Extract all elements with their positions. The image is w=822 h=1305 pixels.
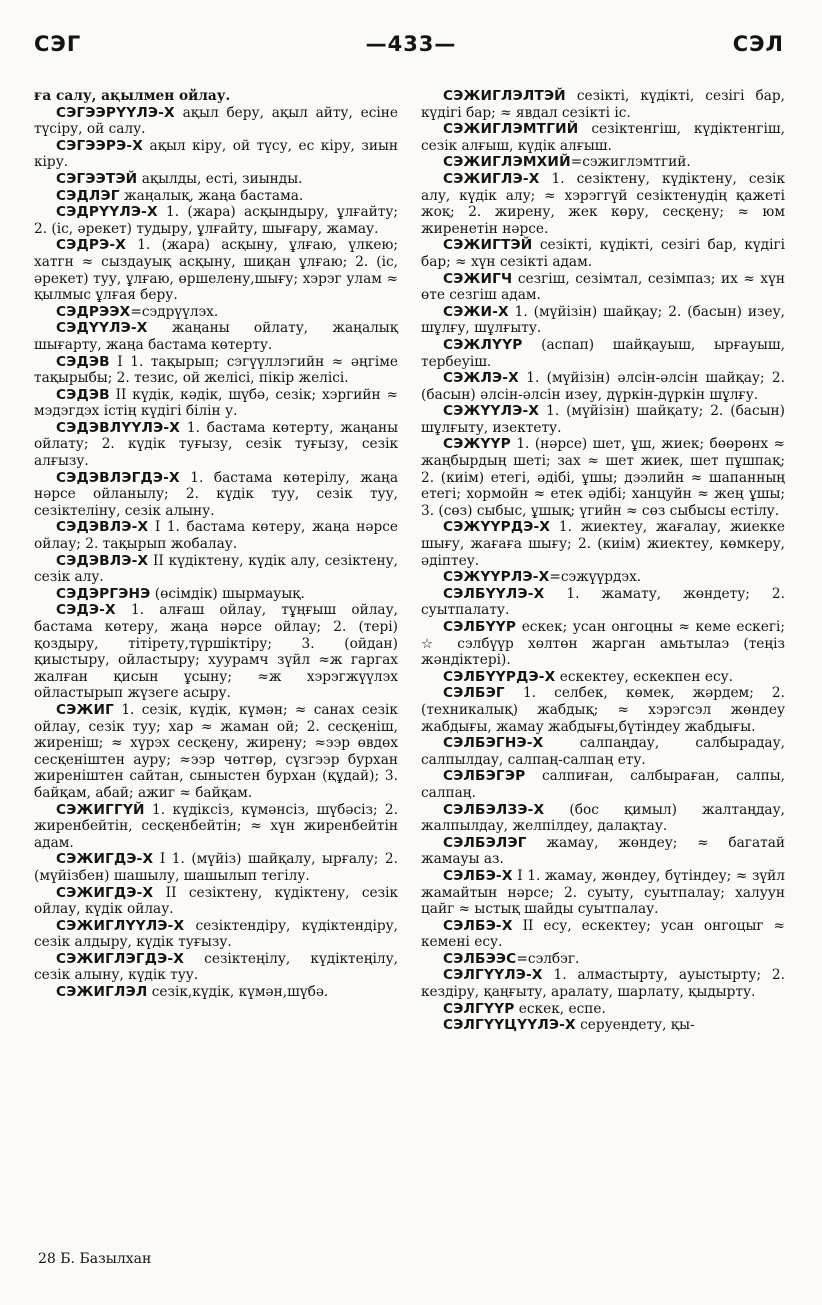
entry-headword: СЭЛБҮҮЛЭ-Х [443, 585, 545, 602]
dictionary-entry [34, 918, 398, 951]
entry-definition: сезіктеңілу, күдіктеңілу, сезік алыну, күдік туу. [34, 950, 398, 984]
dictionary-entry [421, 337, 785, 370]
entry-headword: СЭЛБЭ-Х [443, 917, 513, 934]
entry-definition: 1. (мүйізін) әлсін-әлсін шайқау; 2. (басын) әлсін-әлсін изеу, дүркін-дүркін шұлғу. [421, 370, 785, 403]
entry-headword: СЭЖИГЛЭЛ [56, 984, 148, 1001]
entry-definition: сезік,күдік, күмән,шүбә. [147, 984, 329, 1001]
entry-definition: ақылды, есті, зиынды. [137, 170, 303, 187]
entry-definition: =сэжиглэмтгий. [570, 154, 691, 171]
entry-definition: ақыл кіру, ой түсу, ес кіру, зиын кіру. [34, 137, 398, 171]
entry-definition: 1. күдіксіз, күмәнсіз, шүбәсіз; 2. жиренбейтін, сесқенбейтін; ≈ хүн жиренбейтін адам. [34, 801, 398, 851]
entry-headword: СЭЖИГТЭЙ [443, 237, 533, 254]
entry-headword: СЭГЭЭТЭЙ [56, 170, 138, 187]
page-header [0, 24, 822, 64]
entry-definition: жаңаны ойлату, жаңалық шығарту, жаңа бастама көтерту. [34, 320, 398, 353]
entry-headword: СЭДЭВЛЭГДЭ-Х [56, 469, 180, 486]
entry-headword: СЭЛГҮҮЦҮҮЛЭ-Х [443, 1017, 576, 1034]
entry-headword: СЭЛБЭГЭР [443, 768, 526, 785]
entry-headword: СЭЖҮҮР [443, 436, 511, 453]
entry-headword: СЭЖИГЛЭМХИЙ [443, 154, 571, 171]
entry-headword: СЭЛБҮҮР [443, 619, 517, 635]
dictionary-entry [34, 984, 398, 1001]
entry-headword: СЭДРЭ-Х [56, 237, 126, 254]
entry-definition: жамау, жөндеу; ≈ багатай жамауы аз. [421, 834, 785, 868]
dictionary-entry [421, 768, 785, 801]
entry-definition: 1. бастама көтерту, жаңаны ойлату; 2. күдік туғызу, сезік туғызу, сезік алғызу. [34, 419, 398, 470]
entry-definition: 1. сезіктену, күдіктену, сезік алу, күдік алу; ≈ хэрэггүй сезіктенудің қажеті жоқ; 2. жирену, жек көру, сесқену; ≈ юм жиренетін нәрсе. [421, 170, 785, 237]
entry-definition: I 1. бастама көтеру, жаңа нәрсе ойлау; 2. тақырып жобалау. [34, 519, 398, 553]
entry-definition: сезіктендіру, күдіктендіру, сезік алдыру, күдік туғызу. [34, 917, 398, 951]
entry-headword: СЭЖҮҮЛЭ-Х [443, 403, 540, 420]
entry-headword: СЭЛБЭЛЗЭ-Х [443, 801, 545, 818]
entry-definition: (өсімдік) шырмауық. [150, 585, 305, 602]
entry-definition: ақыл беру, ақыл айту, есіне түсіру, ой салу. [34, 104, 398, 138]
entry-headword: СЭЖИГЛҮҮЛЭ-Х [56, 917, 185, 934]
entry-definition: ға салу, ақылмен ойлау. [34, 88, 231, 104]
dictionary-entry [34, 138, 398, 171]
entry-definition: 1. (мүйізін) шайқату; 2. (басын) шұлғыту, изектету. [421, 403, 785, 436]
dictionary-entry [421, 918, 785, 951]
entry-headword: СЭЖИГ [56, 701, 115, 718]
dictionary-entry [34, 171, 398, 188]
dictionary-entry [421, 685, 785, 735]
dictionary-entry [421, 569, 785, 586]
entry-headword: СЭЖИГГҮЙ [56, 801, 145, 818]
entry-definition: 1. жамату, жөндету; 2. суытпалату. [421, 585, 785, 619]
entry-headword: СЭЛБЭ-Х [443, 867, 513, 884]
dictionary-entry [34, 586, 398, 603]
dictionary-entry [421, 304, 785, 337]
entry-headword: СЭЛГҮҮЛЭ-Х [443, 967, 543, 984]
entry-definition: сезікті, күдікті, сезігі бар, күдігі бар; ≈ явдал сезікті іс. [421, 88, 785, 121]
dictionary-entry [421, 121, 785, 154]
entry-definition: =сэдрүүлэх. [130, 303, 219, 320]
entry-headword: СЭГЭЭРЭ-Х [56, 137, 144, 154]
dictionary-entry [34, 602, 398, 702]
entry-headword: СЭДЭВ [56, 353, 110, 370]
entry-headword: СЭДЭВЛҮҮЛЭ-Х [56, 419, 180, 436]
dictionary-entry [34, 519, 398, 552]
entry-definition: серуендету, қы- [575, 1017, 695, 1034]
entry-headword: СЭЖИГЛЭМТГИЙ [443, 121, 579, 138]
dictionary-entry [34, 237, 398, 303]
entry-definition: 1. (жара) асқыну, ұлғаю, үлкею; хатгн ≈ сыздауық асқыну, шиқан ұлғаю; 2. (іс, әрекет) туу, ұлғаю, өршелену,шығу; хэрэг улам ≈ қылмыс ұлғая беру. [34, 237, 398, 304]
entry-definition: сезікті, күдікті, сезігі бар, күдігі бар; ≈ хүн сезікті адам. [421, 237, 785, 270]
entry-definition: (бос қимыл) жалтаңдау, жалпылдау, желпілдеу, далақтау. [421, 801, 785, 835]
entry-definition: =сэжүүрдэх. [549, 569, 642, 586]
entry-headword: СЭЛБЭГНЭ-Х [443, 735, 544, 752]
dictionary-entry [34, 354, 398, 387]
dictionary-entry [421, 171, 785, 237]
dictionary-entry [421, 370, 785, 403]
entry-definition: II есу, ескектеу; усан онгоцыг ≈ кемені есу. [421, 917, 785, 951]
entry-headword: СЭЖИ-Х [443, 303, 509, 320]
dictionary-entry [34, 553, 398, 586]
right-column [421, 88, 785, 1034]
entry-definition: II күдік, кәдік, шүбә, сезік; хэргийн ≈ мэдэгдэх істің күдігі білін у. [34, 386, 398, 420]
entry-definition: I 1. жамау, жөндеу, бүтіндеу; ≈ зүйл жамайтын нәрсе; 2. суыту, суытпалау; халуун цайг ≈ ыстық шайды суытпалау. [421, 867, 785, 918]
dictionary-entry [421, 951, 785, 968]
entry-definition: 1. алғаш ойлау, тұңғыш ойлау, бастама көтеру, жаңа нәрсе ойлау; 2. (тері) қоздыру, тітірету,түршіктіру; 3. (ойдан) қиыстыру, ойластыру; хуурамч зүйл ≈ж гаргах жалған қисын ұсыну; ≈ж хэрэгжүүлэх ойластырып жүзеге асыру. [34, 602, 398, 702]
dictionary-entry [421, 1001, 785, 1018]
dictionary-entry [34, 88, 398, 105]
dictionary-entry [34, 320, 398, 353]
entry-definition: 1. бастама көтерілу, жаңа нәрсе ойланылу; 2. күдік туу, сезік туу, сезіктеліну, сезік алыну. [34, 469, 398, 519]
entry-headword: СЭЖЛҮҮР [443, 336, 523, 353]
entry-definition: (аспап) шайқауыш, ырғауыш, тербеуіш. [421, 336, 785, 370]
entry-headword: СЭДЛЭГ [56, 187, 120, 204]
entry-definition: 1. (нәрсе) шет, ұш, жиек; бөөрөнх ≈ жаңбырдың шеті; зах ≈ шет жиек, шет пұшпақ; 2. (киім) етегі, әдібі, ұшы; дээлийн ≈ шапанның етегі; хормойн ≈ етек әдібі; ханцуйн ≈ жең ұшы; 3. (сөз) сыбыс, ұшық; үгийн ≈ сөз сыбысы естілу. [421, 436, 785, 519]
dictionary-entry [421, 519, 785, 569]
entry-headword: СЭДРЭЭХ [56, 303, 131, 320]
entry-headword: СЭДРҮҮЛЭ-Х [56, 204, 158, 221]
entry-headword: СЭДЭВЛЭ-Х [56, 552, 149, 569]
entry-definition: 1. жиектеу, жағалау, жиекке шығу, жағаға шығу; 2. (киім) жиектеу, көмкеру, әдіптеу. [421, 519, 785, 569]
entry-headword: СЭЖИГДЭ-Х [56, 884, 154, 901]
dictionary-entry [421, 868, 785, 918]
entry-headword: СЭЛБЭЭС [443, 950, 517, 967]
dictionary-entry [421, 237, 785, 270]
entry-headword: СЭЖИГДЭ-Х [56, 851, 154, 868]
left-column [34, 88, 398, 1001]
entry-definition: жаңалық, жаңа бастама. [119, 187, 304, 204]
dictionary-entry [421, 1017, 785, 1034]
header-right-guide-word: СЭЛ [732, 32, 784, 56]
entry-definition: II күдіктену, күдік алу, сезіктену, сезік алу. [34, 552, 398, 586]
entry-definition: сезіктенгіш, күдіктенгіш, сезік алғыш, күдік алғыш. [421, 121, 785, 154]
entry-headword: СЭДЭРГЭНЭ [56, 585, 151, 602]
dictionary-entry [421, 154, 785, 171]
dictionary-entry [34, 188, 398, 205]
dictionary-entry [421, 835, 785, 868]
entry-definition: салпаңдау, салбырадау, салпылдау, салпаң-салпаң ету. [421, 735, 785, 768]
page-number: —433— [365, 32, 457, 56]
dictionary-entry [421, 88, 785, 121]
dictionary-entry [34, 885, 398, 918]
dictionary-entry [34, 387, 398, 420]
entry-headword: СЭЖҮҮРЛЭ-Х [443, 569, 550, 586]
dictionary-entry [421, 586, 785, 619]
entry-definition: I 1. тақырып; сэгүүллэгийн ≈ әңгіме тақырыбы; 2. тезис, ой желісі, пікір желісі. [34, 353, 398, 387]
entry-headword: СЭЖИГЧ [443, 270, 513, 287]
dictionary-entry [34, 304, 398, 321]
entry-definition: 1. сезік, күдік, күмән; ≈ санах сезік ойлау, сезік туу; хар ≈ жаман ой; 2. сесқеніш, жиреніш; ≈ хүрэх сесқену, жирену; ≈ээр өвдөх сесқеніштен ауру; ≈ээр чөтгөр, сүзгээр бурхан жиреніштен сайтан, сыныстен бурхан (құдай); 3. байқам, абай; ажиг ≈ байқам. [34, 701, 398, 801]
entry-headword: СЭЛБЭГ [443, 685, 505, 702]
entry-definition: ескектеу, ескекпен есу. [555, 668, 734, 685]
entry-definition: ескек, еспе. [514, 1000, 606, 1017]
dictionary-entry [421, 271, 785, 304]
entry-headword: СЭЛБЭЛЭГ [443, 834, 527, 851]
entry-headword: СЭДЭВЛЭ-Х [56, 519, 149, 536]
entry-headword: СЭДЭВ [56, 386, 110, 403]
dictionary-entry [34, 204, 398, 237]
dictionary-entry [34, 702, 398, 802]
dictionary-entry [421, 802, 785, 835]
entry-headword: СЭЛГҮҮР [443, 1000, 515, 1017]
dictionary-entry [34, 105, 398, 138]
entry-headword: СЭЛБҮҮРДЭ-Х [443, 668, 556, 685]
entry-definition: II сезіктену, күдіктену, сезік ойлау, күдік ойлау. [34, 884, 398, 918]
entry-definition: 1. (жара) асқындыру, ұлғайту; 2. (іс, әрекет) тудыру, ұлғайту, шығару, жамау. [34, 204, 398, 237]
entry-headword: СЭЖИГЛЭ-Х [443, 170, 540, 187]
entry-definition: сезгіш, сезімтал, сезімпаз; их ≈ хүн өте сезгіш адам. [421, 270, 785, 304]
entry-definition: 1. селбек, көмек, жәрдем; 2. (техникалық) жабдық; ≈ хэрэгсэл жөндеу жабдығы, жамау жабдығы,бүтіндеу жабдығы. [421, 685, 785, 735]
entry-headword: СЭДЭ-Х [56, 602, 116, 619]
dictionary-entry [421, 403, 785, 436]
entry-headword: СЭЖИГЛЭГДЭ-Х [56, 950, 185, 967]
entry-definition: 1. (мүйізін) шайқау; 2. (басын) изеу, шұлғу, шұлғыту. [421, 303, 785, 337]
entry-headword: СЭДҮҮЛЭ-Х [56, 320, 148, 337]
dictionary-entry [34, 851, 398, 884]
entry-headword: СЭГЭЭРҮҮЛЭ-Х [56, 104, 175, 121]
entry-definition: салпиған, салбыраған, салпы, салпаң. [421, 768, 785, 801]
entry-headword: СЭЖҮҮРДЭ-Х [443, 519, 551, 536]
entry-headword: СЭЖИГЛЭЛТЭЙ [443, 88, 566, 104]
entry-headword: СЭЖЛЭ-Х [443, 370, 519, 387]
entry-definition: 1. алмастырту, ауыстырту; 2. кездіру, қаңғыту, аралату, шарлату, қыдырту. [421, 967, 785, 1001]
dictionary-entry [34, 951, 398, 984]
dictionary-entry [34, 470, 398, 520]
dictionary-entry [421, 436, 785, 519]
dictionary-entry [421, 735, 785, 768]
dictionary-entry [34, 802, 398, 852]
entry-definition: =сэлбэг. [516, 950, 580, 967]
entry-definition: ескек; усан онгоцны ≈ кеме ескегі; ☆ сэлбүүр хөлтөн жарган амьтылаэ (теңіз жәндіктері). [421, 619, 785, 669]
entry-definition: I 1. (мүйіз) шайқалу, ырғалу; 2. (мүйізбен) шашылу, шашылып тегілу. [34, 851, 398, 884]
dictionary-entry [421, 669, 785, 686]
dictionary-entry [34, 420, 398, 470]
dictionary-entry [421, 967, 785, 1000]
footer-signature: 28 Б. Базылхан [38, 1251, 152, 1267]
header-left-guide-word: СЭГ [34, 32, 82, 56]
dictionary-entry [421, 619, 785, 669]
